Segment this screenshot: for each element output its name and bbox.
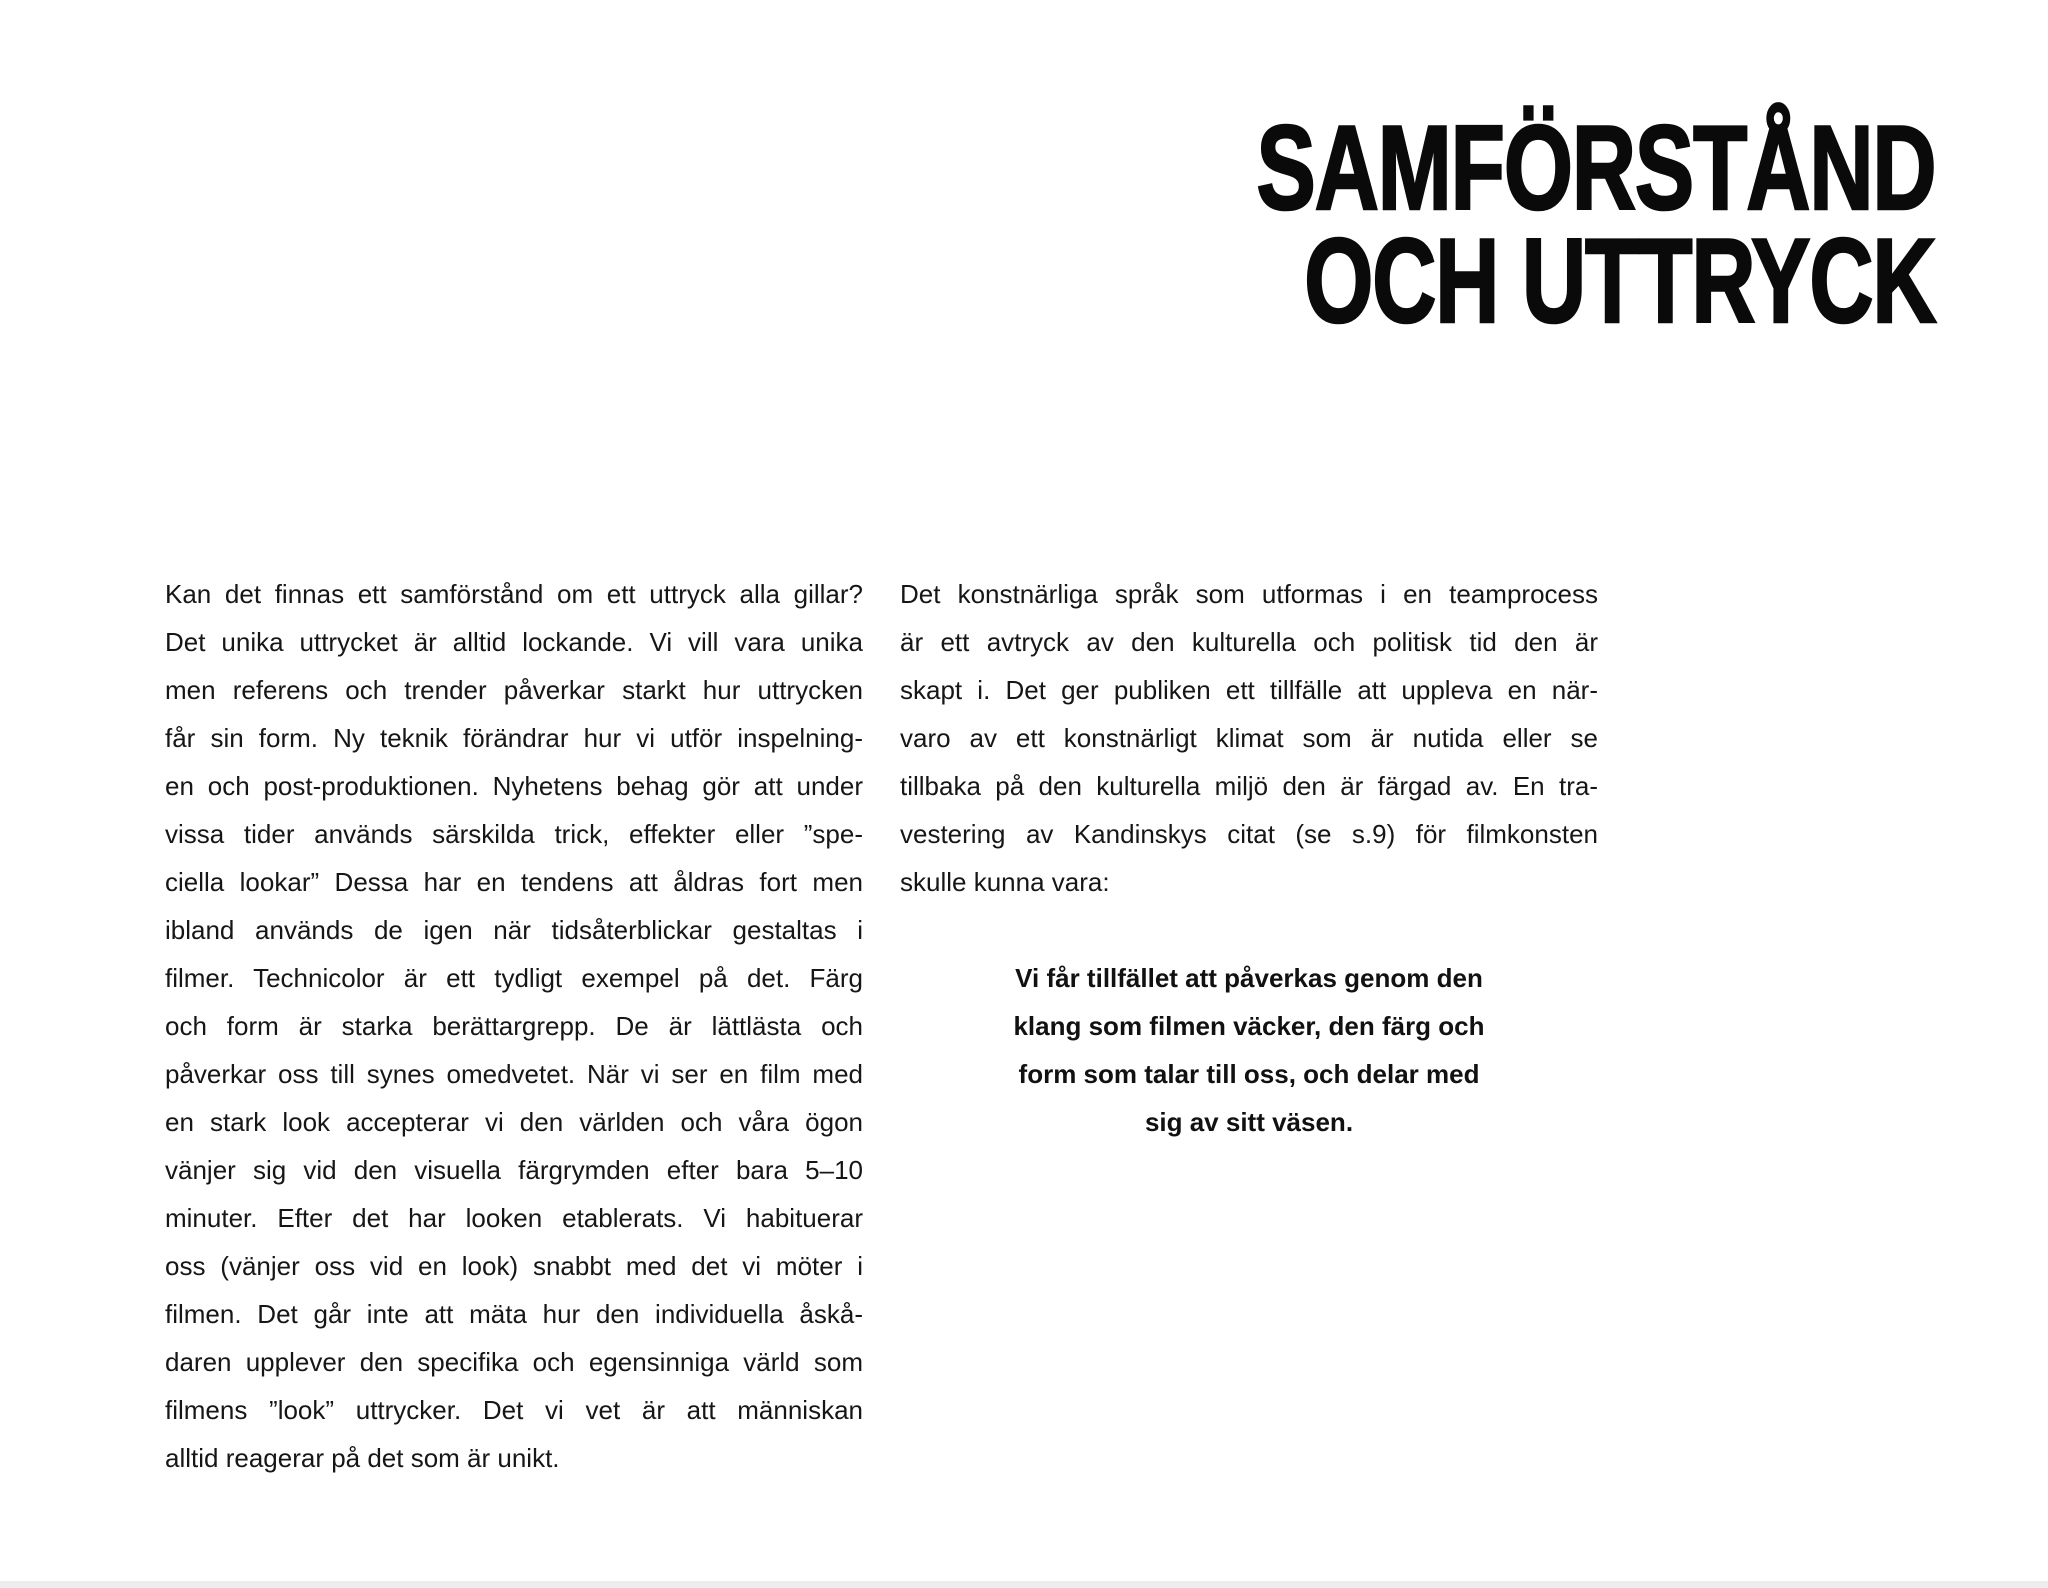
quote-text-line: klang som filmen väcker, den färg och [1013, 1011, 1485, 1041]
body-text-line: skulle kunna vara: [900, 867, 1110, 897]
page-title [1256, 101, 1935, 348]
body-text-line: filmen. Det går inte att mäta hur den individuella åskå- [165, 1299, 863, 1329]
quote-text-line: sig av sitt väsen. [1144, 1107, 1354, 1137]
body-text-line: filmens ”look” uttrycker. Det vi vet är att människan [165, 1395, 863, 1425]
quote-text-line: Vi får tillfället att påverkas genom den [1015, 963, 1483, 993]
page-title-line-1: SAMFÖRSTÅND [1256, 101, 1935, 235]
body-text-line: men referens och trender påverkar starkt hur uttrycken [165, 675, 863, 705]
body-text-line: vissa tider används särskilda trick, effekter eller ”spe- [165, 819, 863, 849]
body-text-line: Det unika uttrycket är alltid lockande. Vi vill vara unika [165, 627, 863, 657]
body-text-line: ibland används de igen när tidsåterblickar gestaltas i [165, 915, 863, 945]
body-text-line: alltid reagerar på det som är unikt. [165, 1443, 560, 1473]
body-text-line: en och post-produktionen. Nyhetens behag gör att under [165, 771, 863, 801]
body-text-line: Kan det finnas ett samförstånd om ett uttryck alla gillar? [165, 579, 863, 609]
body-text-line: får sin form. Ny teknik förändrar hur vi utför inspelning- [165, 723, 863, 753]
body-text-line: ciella lookar” Dessa har en tendens att åldras fort men [165, 867, 863, 897]
quote-text-line: form som talar till oss, och delar med [1018, 1059, 1480, 1089]
body-text-line: oss (vänjer oss vid en look) snabbt med det vi möter i [165, 1251, 863, 1281]
body-text-line: varo av ett konstnärligt klimat som är nutida eller se [900, 723, 1598, 753]
body-text-line: en stark look accepterar vi den världen och våra ögon [165, 1107, 863, 1137]
body-text-line: daren upplever den specifika och egensinniga värld som [165, 1347, 863, 1377]
body-text-line: Det konstnärliga språk som utformas i en teamprocess [900, 579, 1598, 609]
body-column-right [900, 570, 1598, 1146]
body-text-line: påverkar oss till synes omedvetet. När vi ser en film med [165, 1059, 863, 1089]
body-text-line: vestering av Kandinskys citat (se s.9) för filmkonsten [900, 819, 1598, 849]
body-text-line: minuter. Efter det har looken etablerats. Vi habituerar [165, 1203, 863, 1233]
block-quote [900, 954, 1598, 1146]
body-text-line: skapt i. Det ger publiken ett tillfälle att uppleva en när- [900, 675, 1598, 705]
body-text-line: är ett avtryck av den kulturella och politisk tid den är [900, 627, 1598, 657]
body-text-line: tillbaka på den kulturella miljö den är färgad av. En tra- [900, 771, 1598, 801]
body-text-line: filmer. Technicolor är ett tydligt exempel på det. Färg [165, 963, 863, 993]
page-bottom-edge [0, 1581, 2048, 1588]
body-text-line: vänjer sig vid den visuella färgrymden efter bara 5–10 [165, 1155, 863, 1185]
body-text-line: och form är starka berättargrepp. De är lättlästa och [165, 1011, 863, 1041]
body-column-left [165, 570, 863, 1482]
body-paragraph-right [900, 570, 1598, 906]
page-title-line-2: OCH UTTRYCK [1303, 214, 1935, 348]
